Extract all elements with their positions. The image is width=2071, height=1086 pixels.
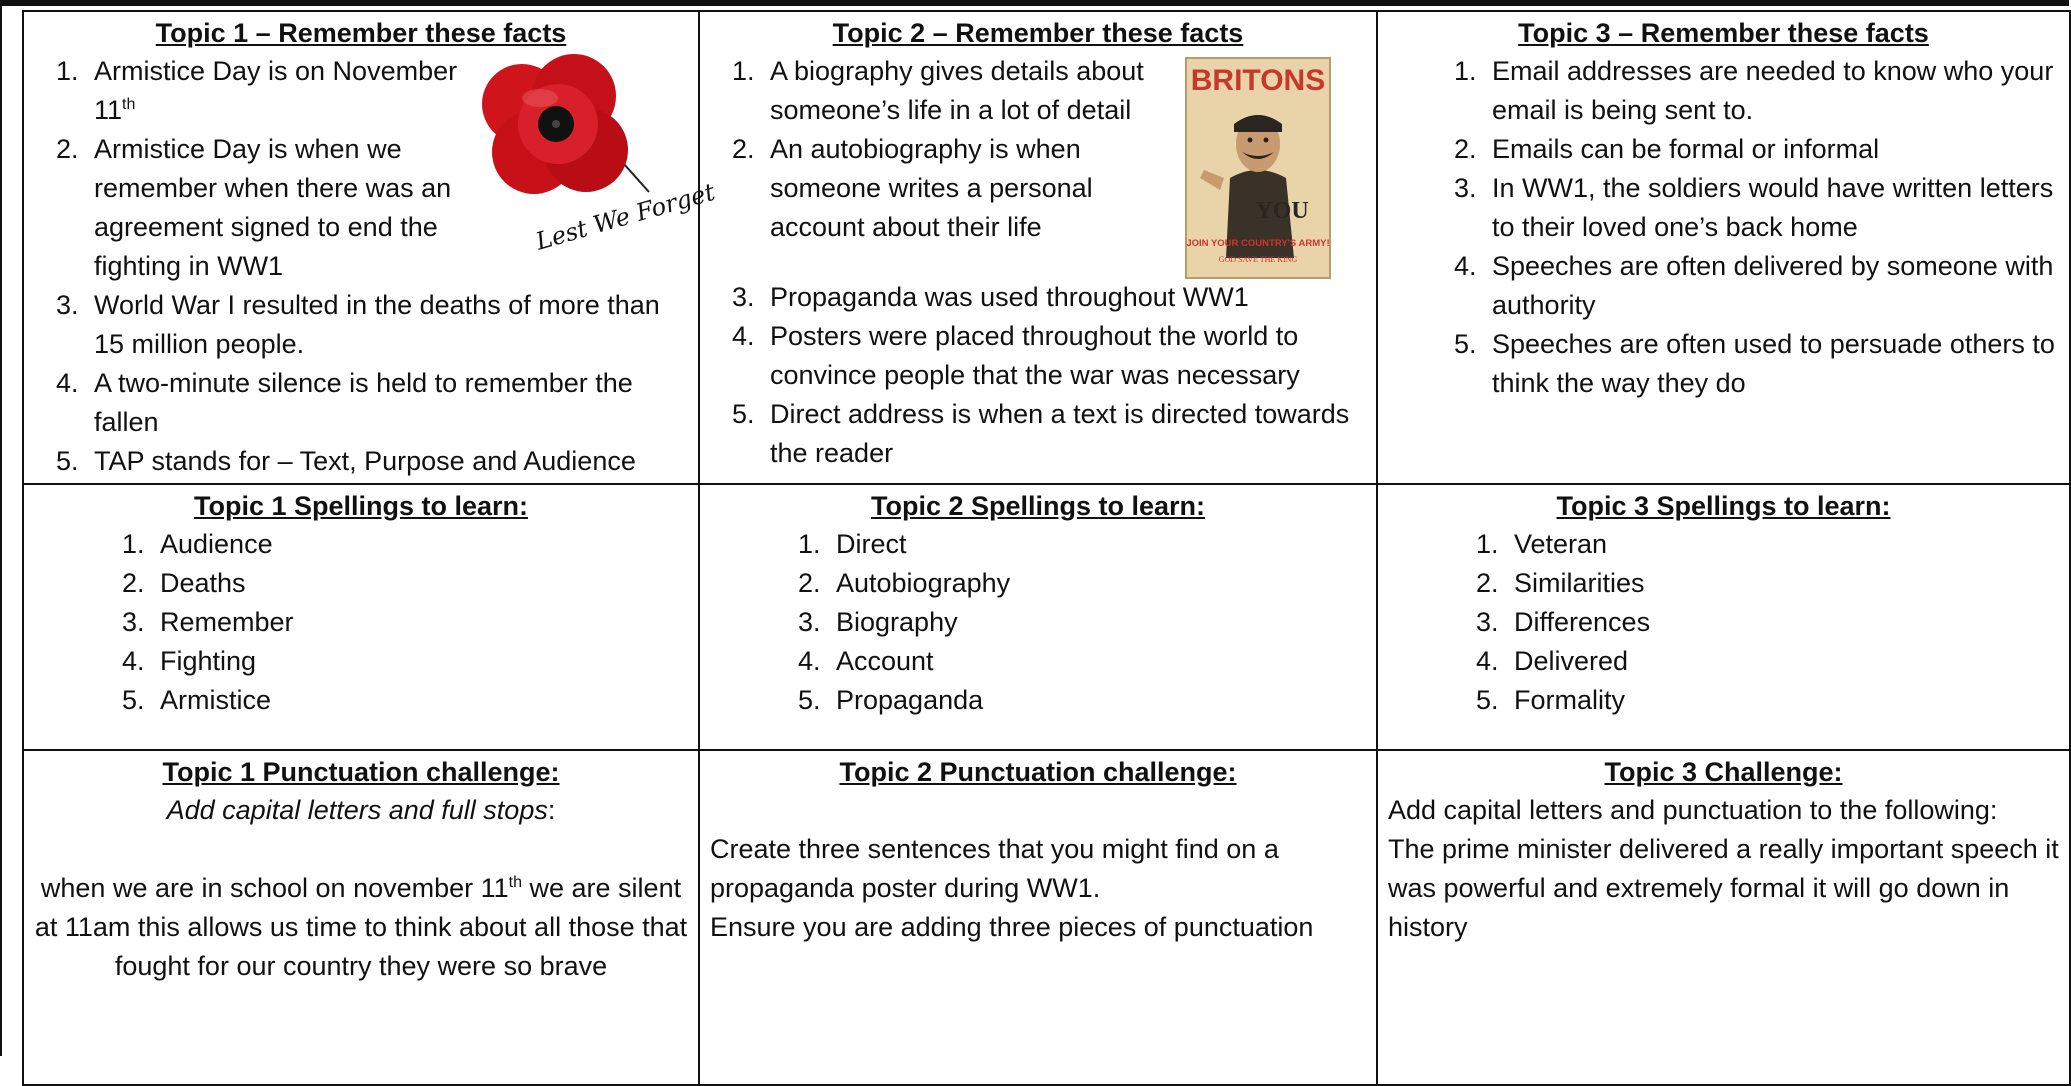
topic2-spelling-2: 2. Autobiography bbox=[828, 564, 1366, 603]
topic2-spelling-3: 3. Biography bbox=[828, 603, 1366, 642]
topic2-spellings-list bbox=[710, 525, 1366, 720]
topic1-facts-heading: Topic 1 – Remember these facts bbox=[155, 18, 567, 48]
topic3-spelling-4: 4. Delivered bbox=[1506, 642, 2059, 681]
topic2-fact-2: 2. An autobiography is when someone writes a personal account about their life bbox=[762, 130, 1366, 247]
topic3-facts-cell bbox=[1377, 11, 2070, 484]
topic1-facts-cell bbox=[23, 11, 719, 484]
topic3-challenge-heading: Topic 3 Challenge: bbox=[1604, 757, 1843, 787]
kitchener-poster-icon bbox=[1186, 58, 1330, 278]
topic3-spelling-1: 1. Veteran bbox=[1506, 525, 2059, 564]
topic2-fact-3: 3. Propaganda was used throughout WW1 bbox=[762, 278, 1366, 317]
topic3-spelling-3: 3. Differences bbox=[1506, 603, 2059, 642]
topic1-challenge-instruction: Add capital letters and full stops: bbox=[166, 795, 556, 825]
poppy-image bbox=[474, 54, 719, 256]
topic2-spellings-cell bbox=[699, 484, 1377, 750]
topic2-spelling-4: 4. Account bbox=[828, 642, 1366, 681]
facts-row bbox=[23, 11, 2070, 484]
poster-footer: GOD SAVE THE KING bbox=[1218, 255, 1298, 264]
topic1-spellings-heading: Topic 1 Spellings to learn: bbox=[193, 491, 529, 521]
topic1-fact-5: 5. TAP stands for – Text, Purpose and Audience bbox=[86, 442, 688, 481]
topic1-challenge-heading: Topic 1 Punctuation challenge: bbox=[162, 757, 560, 787]
poster-you: YOU bbox=[1255, 198, 1309, 224]
topic1-fact-3: 3. World War I resulted in the deaths of more than 15 million people. bbox=[86, 286, 688, 364]
topic3-spelling-5: 5. Formality bbox=[1506, 681, 2059, 720]
topic3-spellings-cell bbox=[1377, 484, 2070, 750]
topic1-spelling-4: 4. Fighting bbox=[152, 642, 688, 681]
topic2-challenge-cell bbox=[699, 750, 1377, 1085]
topic3-spelling-2: 2. Similarities bbox=[1506, 564, 2059, 603]
spacer bbox=[710, 791, 1366, 830]
topic1-spellings-list bbox=[34, 525, 688, 720]
topic2-spelling-5: 5. Propaganda bbox=[828, 681, 1366, 720]
poster-title: BRITONS bbox=[1190, 64, 1326, 97]
challenges-row bbox=[23, 750, 2070, 1085]
topic1-fact-4: 4. A two-minute silence is held to remember the fallen bbox=[86, 364, 688, 442]
topic2-challenge-heading: Topic 2 Punctuation challenge: bbox=[839, 757, 1237, 787]
topic3-challenge-cell bbox=[1377, 750, 2070, 1085]
topic2-fact-1: 1. A biography gives details about someone’s life in a lot of detail bbox=[762, 52, 1366, 130]
topic3-spellings-heading: Topic 3 Spellings to learn: bbox=[1556, 491, 1891, 521]
poppy-caption: Lest We Forget bbox=[532, 177, 719, 256]
topic1-fact-2: 2. Armistice Day is when we remember when there was an agreement signed to end the fighting in WW1 bbox=[86, 130, 688, 286]
topic2-facts-cell bbox=[699, 11, 1377, 484]
topic3-fact-5: 5. Speeches are often used to persuade others to think the way they do bbox=[1484, 325, 2059, 403]
spellings-row bbox=[23, 484, 2070, 750]
topic3-challenge-text-2: The prime minister delivered a really important speech it was powerful and extremely formal it will go down in history bbox=[1388, 834, 2059, 942]
topic3-fact-1: 1. Email addresses are needed to know who your email is being sent to. bbox=[1484, 52, 2059, 130]
topic2-spellings-heading: Topic 2 Spellings to learn: bbox=[870, 491, 1206, 521]
left-border bbox=[0, 0, 2, 1056]
topic1-spelling-1: 1. Audience bbox=[152, 525, 688, 564]
topic3-fact-2: 2. Emails can be formal or informal bbox=[1484, 130, 2059, 169]
topic1-spelling-5: 5. Armistice bbox=[152, 681, 688, 720]
topic2-fact-4: 4. Posters were placed throughout the world to convince people that the war was necessary bbox=[762, 317, 1366, 395]
topic1-challenge-cell bbox=[23, 750, 699, 1085]
topic2-facts-heading: Topic 2 – Remember these facts bbox=[832, 18, 1244, 48]
topic1-spelling-2: 2. Deaths bbox=[152, 564, 688, 603]
topic3-challenge-text-1: Add capital letters and punctuation to the following: bbox=[1388, 795, 1998, 825]
topic3-fact-4: 4. Speeches are often delivered by someone with authority bbox=[1484, 247, 2059, 325]
topic2-fact-5: 5. Direct address is when a text is directed towards the reader bbox=[762, 395, 1366, 473]
poster-slogan: JOIN YOUR COUNTRY'S ARMY! bbox=[1186, 238, 1330, 249]
topic2-challenge-text-2: Ensure you are adding three pieces of punctuation bbox=[710, 912, 1314, 942]
spacer bbox=[34, 830, 688, 869]
knowledge-organiser-table bbox=[22, 10, 2071, 1086]
lest-we-forget-caption bbox=[530, 174, 719, 256]
topic3-facts-list bbox=[1388, 52, 2059, 403]
propaganda-poster-image bbox=[1186, 58, 1330, 278]
topic2-challenge-text-1: Create three sentences that you might find on a propaganda poster during WW1. bbox=[710, 834, 1279, 903]
topic2-spelling-1: 1. Direct bbox=[828, 525, 1366, 564]
topic1-challenge-text: when we are in school on november 11th we are silent at 11am this allows us time to think about all those that fought for our country they were so brave bbox=[34, 873, 688, 981]
topic3-facts-heading: Topic 3 – Remember these facts bbox=[1518, 18, 1929, 48]
topic3-spellings-list bbox=[1388, 525, 2059, 720]
top-border bbox=[0, 0, 2069, 6]
topic1-spellings-cell bbox=[23, 484, 699, 750]
topic3-fact-3: 3. In WW1, the soldiers would have written letters to their loved one’s back home bbox=[1484, 169, 2059, 247]
topic1-fact-1: 1. Armistice Day is on November 11th bbox=[86, 52, 688, 130]
topic1-spelling-3: 3. Remember bbox=[152, 603, 688, 642]
